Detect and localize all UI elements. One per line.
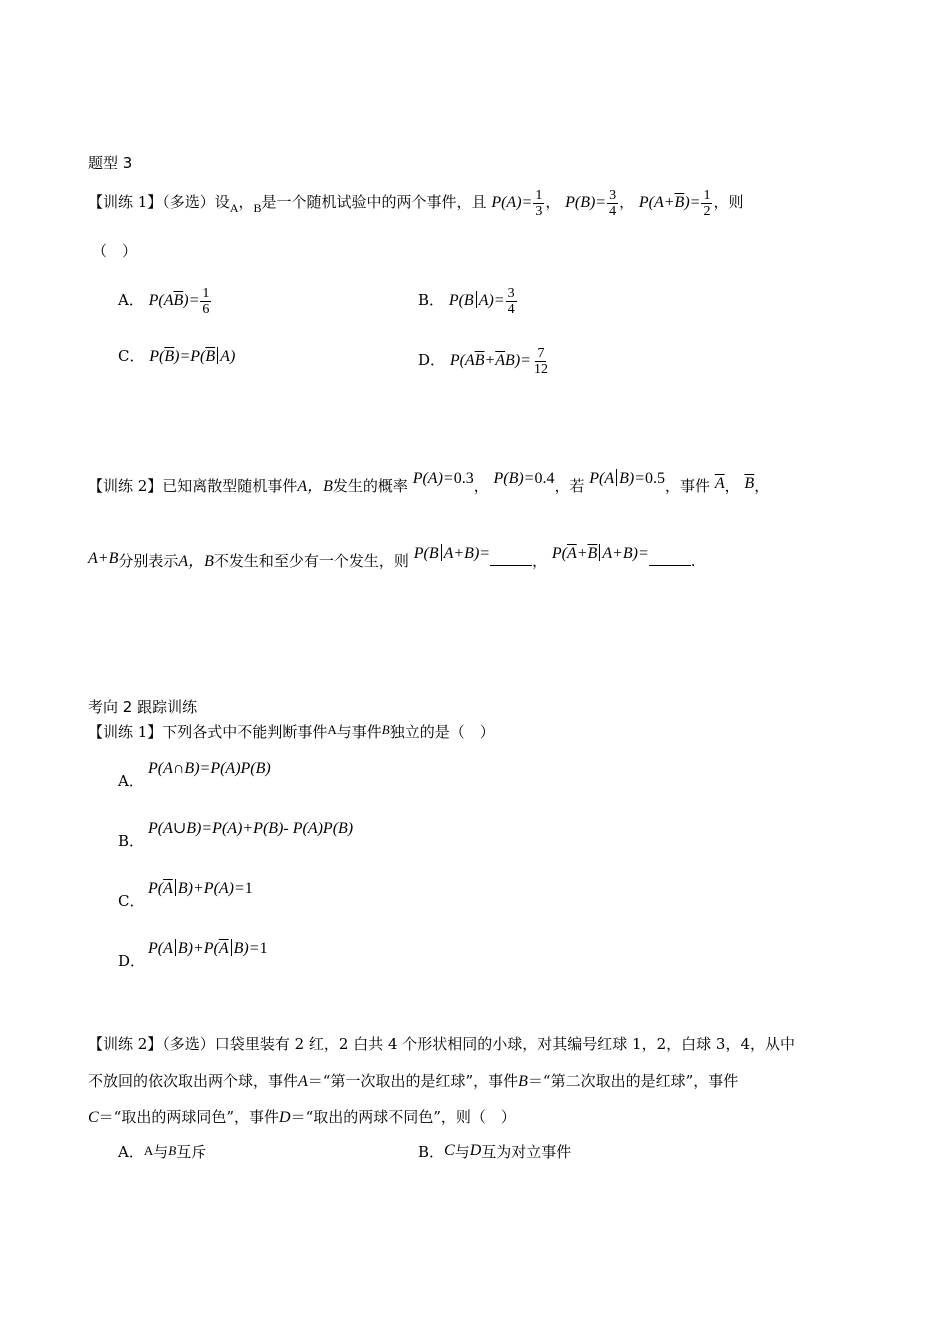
option-b-formula: P(B A)= $\frac{3}{4}$ [448, 286, 515, 317]
section-title-direction2: 考向 2 跟踪训练 [88, 698, 198, 716]
s2-q2-line3b: ＝“取出的两球不同色”，则（ ） [290, 1108, 516, 1126]
option-d-formula: $P(A\overline{B}+\overline{A}B)=$ $\frac{7}{12}$ [449, 346, 548, 377]
s2-q2-line2a: 不放回的依次取出两个球，事件 [88, 1072, 299, 1090]
s2-option-b-formula: P(A∪B)=P(A)+P(B)- P(A)P(B) [148, 820, 354, 837]
s2-q2-opt-b-mid: 与 [454, 1143, 470, 1161]
question-2-text1: 发生的概率 [332, 477, 408, 495]
s2-q2-opt-a-label: A． [118, 1143, 144, 1161]
answer-blank-2[interactable] [649, 551, 691, 566]
option-a [118, 286, 212, 317]
question-2-line2-text: 分别表示 [118, 552, 179, 570]
s2-q2-opt-a-end: 互斥 [176, 1143, 207, 1161]
question-2-shijian: ，事件 [665, 477, 711, 495]
s2-q1-prefix: 【训练 1】下列各式中不能判断事件 [88, 723, 328, 741]
answer-blank-1[interactable] [490, 551, 532, 566]
formula-pb-04: P(B)=0.4 [493, 470, 555, 487]
question-1-prefix: 【训练 1】（多选）设 [88, 193, 230, 212]
question-2-prefix: 【训练 2】已知离散型随机事件 [88, 477, 298, 495]
formula-pabar-plus-bbar: $P(\overline{A}+\overline{B}$ A+B)= [551, 545, 649, 562]
s2-option-c-formula: $P(\overline{A}$ B)+P(A)=1 [148, 880, 253, 897]
s2-q2-option-a [118, 1142, 206, 1163]
bbar: $\overline{B}$ [744, 475, 755, 492]
s2-q2-line2b: ＝“第一次取出的是红球”，事件 [307, 1072, 519, 1090]
s2-var-b: B [381, 722, 390, 737]
s2-q2-opt-a-mid: 与 [153, 1143, 169, 1161]
var-a: A [229, 201, 239, 216]
option-d-label: D． [418, 351, 446, 370]
s2-q2-opt-a-var1: A [143, 1143, 154, 1158]
s2-option-d-formula: P(A $B)+P(\overline{A}$ B)=1 [148, 940, 268, 957]
s2-var-a: A [327, 722, 337, 737]
question-1-end: ，则 [713, 193, 744, 212]
s2-q1-mid: 与事件 [336, 723, 382, 741]
formula-pa-03: P(A)=0.3 [412, 470, 474, 487]
s2-q2-line1: 【训练 2】（多选）口袋里装有 2 红，2 白共 4 个形状相同的小球，对其编号红球 1，2，白球 3，4，从中 [88, 1035, 795, 1053]
s2-question-1-stem [88, 722, 495, 743]
option-c-formula: $P(\overline{B})=P(\overline{B}$ A) [149, 348, 236, 365]
option-b-label: B． [418, 291, 445, 310]
question-2-stem: 【训练 2】已知离散型随机事件A，B发生的概率 P(A)=0.3， P(B)=0.4，若 P(A B)=0.5，事件 $\overline{A}$， $\overline{B}$， [88, 470, 770, 495]
option-c [118, 346, 235, 367]
s2-q2-opt-a-var2: B [168, 1143, 177, 1158]
s2-q2-option-b [418, 1142, 571, 1163]
events-ab-2: A，B [178, 553, 214, 570]
abar: $\overline{A}$ [714, 475, 725, 492]
s2-q2-line3 [88, 1107, 516, 1128]
question-1-mid: 是一个随机试验中的两个事件，且 [261, 193, 487, 212]
period: . [690, 552, 696, 570]
s2-q2-opt-b-label: B． [418, 1143, 445, 1161]
s2-q2-var-a: A [298, 1073, 308, 1090]
s2-option-a-label: A． [118, 772, 144, 790]
formula-pa-plus-bbar: $P(A+\overline{B})=$ $\frac{1}{2}$ [638, 188, 711, 219]
option-d [418, 346, 551, 377]
option-a-formula: $P(A\overline{B})=$ $\frac{1}{6}$ [148, 286, 210, 317]
formula-pab-05: P(A B)=0.5 [589, 470, 666, 487]
option-a-label: A． [118, 291, 144, 310]
s2-option-c-label: C． [118, 892, 145, 910]
question-2-line2-text2: 不发生和至少有一个发生，则 [213, 552, 409, 570]
a-plus-b: A+B [88, 550, 119, 567]
s2-q2-opt-b-end: 互为对立事件 [481, 1143, 572, 1161]
formula-pa: P(A)= $\frac{1}{3}$ [491, 188, 543, 219]
s2-q2-opt-b-var1: C [444, 1142, 455, 1159]
question-2-ruo: ，若 [554, 477, 585, 495]
s2-q2-var-c: C [88, 1109, 99, 1126]
s2-option-d-label: D． [118, 952, 146, 970]
option-b [418, 286, 518, 317]
question-1-stem: 【训练 1】（多选）设$_A$，$_B$是一个随机试验中的两个事件，且 P(A)= $\frac{1}{3}$ ， P(B)= $\frac{3}{4}$ ， $P(A+\overline{B})=$ $\frac{1}{2}$ ，则 [88, 188, 744, 219]
s2-option-a-formula: P(A∩B)=P(A)P(B) [148, 760, 271, 777]
s2-q2-opt-b-var2: D [469, 1142, 482, 1159]
s2-q2-var-d: D [279, 1109, 291, 1126]
comma: ， [724, 477, 740, 495]
s2-q2-line2 [88, 1071, 738, 1092]
question-2-line2: A+B分别表示A，B不发生和至少有一个发生，则 P(B A+B)= ， $P(\overline{A}+\overline{B}$ A+B)= . [88, 545, 696, 570]
var-b: B [253, 201, 262, 216]
section-title-type3: 题型 3 [88, 154, 133, 172]
option-c-label: C． [118, 347, 145, 365]
s2-q2-line3a: ＝“取出的两球同色”，事件 [98, 1108, 280, 1126]
s2-option-b-label: B． [118, 832, 145, 850]
s2-q2-line2c: ＝“第二次取出的是红球”，事件 [527, 1072, 739, 1090]
formula-pb: P(B)= $\frac{3}{4}$ [565, 188, 617, 219]
s2-q1-end: 独立的是（ ） [389, 723, 495, 741]
answer-paren: （ ） [92, 242, 138, 260]
formula-pb-given-aplusb: P(B A+B)= [413, 545, 491, 562]
events-ab: A，B [297, 478, 333, 495]
s2-q2-var-b: B [518, 1073, 528, 1090]
